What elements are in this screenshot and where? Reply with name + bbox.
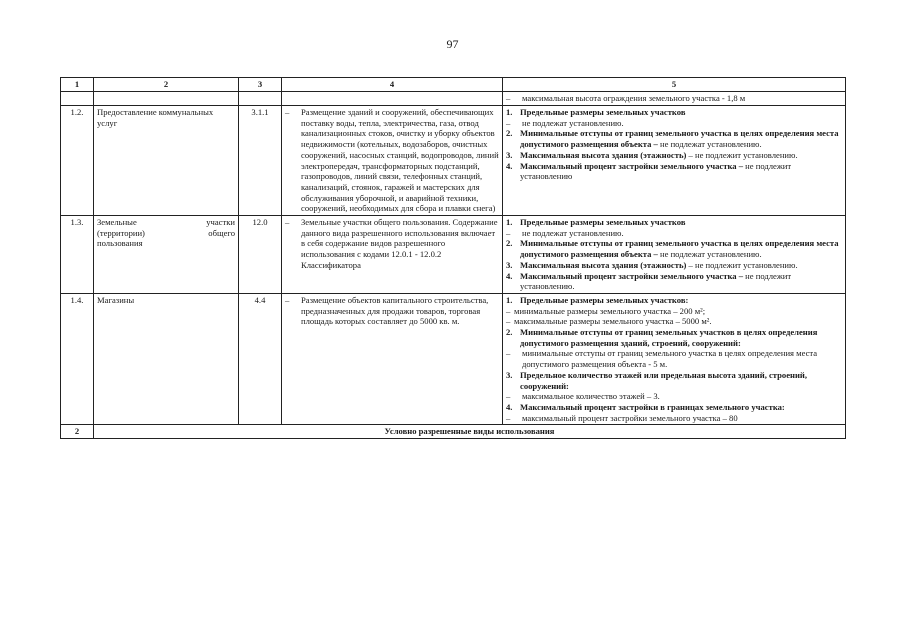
dash-line: – максимальное количество этажей – 3. [506, 391, 842, 402]
table-row [61, 106, 846, 216]
table-row [61, 293, 846, 424]
dash: – [285, 294, 290, 305]
param-value: максимальное количество этажей – 3. [522, 391, 660, 402]
param-item: 1. Предельные размеры земельных участков [506, 217, 842, 228]
param-item: 2. Минимальные отступы от границ земельного участка в целях определения места допустимого размещения объекта – не подлежат установлению. [506, 238, 839, 260]
land-use-table [60, 77, 846, 439]
row-number: 1.2. [61, 106, 94, 216]
use-type-name: Магазины [94, 293, 239, 424]
param-item: 1. Предельные размеры земельных участков [506, 107, 842, 118]
param-item: 3. Максимальная высота здания (этажность) – не подлежит установлению. [506, 259, 798, 270]
section-row [61, 425, 846, 439]
classifier-code: 12.0 [239, 216, 282, 294]
param-title: Минимальные отступы от границ земельного участка в целях определения места допустимого размещения объекта – [520, 238, 839, 260]
dash: – [506, 93, 511, 103]
param-item: 3. Предельное количество этажей или предельная высота зданий, строений, сооружений: [506, 370, 842, 391]
dash-line: – не подлежат установлению. [506, 228, 842, 239]
param-item: 1. Предельные размеры земельных участков: [506, 295, 842, 306]
row-number: 1.4. [61, 293, 94, 424]
section-title: Условно разрешенные виды использования [94, 425, 846, 439]
dash-line: – максимальный процент застройки земельного участка – 80 [506, 413, 842, 424]
parameters-cell [503, 106, 846, 216]
dash-line: – минимальные отступы от границ земельного участка в целях определения места допустимого размещения объекта - 5 м. [506, 348, 842, 369]
dash-line [506, 93, 842, 104]
param-item: 4. Максимальный процент застройки земельного участка – не подлежит установлению [506, 160, 792, 182]
param-value: не подлежат установлению. [522, 227, 624, 238]
header-cell: 1 [61, 78, 94, 92]
parameters-cell [503, 216, 846, 294]
param-value: минимальные отступы от границ земельного участка в целях определения места допустимого размещения объекта - 5 м. [522, 348, 818, 370]
param-title: Минимальные отступы от границ земельного участка в целях определения места допустимого размещения объекта – [520, 128, 839, 150]
description [285, 107, 499, 214]
param-title: Максимальная высота здания (этажность) [520, 149, 687, 160]
table-row [61, 216, 846, 294]
dash-line: – максимальные размеры земельного участка – 5000 м². [506, 316, 842, 327]
header-cell: 4 [282, 78, 503, 92]
classifier-code: 3.1.1 [239, 106, 282, 216]
param-item: 3. Максимальная высота здания (этажность) – не подлежит установлению. [506, 149, 798, 160]
param-item: 4. Максимальный процент застройки в границах земельного участка: [506, 402, 842, 413]
continuation-text: максимальная высота ограждения земельного участка - 1,8 м [522, 93, 746, 103]
param-value: максимальные размеры земельного участка – 5000 м². [514, 316, 712, 327]
param-value: не подлежат установлению. [657, 139, 762, 150]
description-text: Земельные участки общего пользования. Содержание данного вида разрешенного использования включает в себя содержание видов разрешенного использования с кодами 12.0.1 - 12.0.2 Классификатора [301, 217, 498, 270]
parameters-cell [503, 293, 846, 424]
description-text: Размещение зданий и сооружений, обеспечивающих поставку воды, тепла, электричества, газа, отвод канализационных стоков, очистку и уборку объектов недвижимости (котельных, водозаборов, очистных сооружений, насосных станций, водопроводов, линий электропередач, трансформаторных подстанций, газопроводов, линий связи, телефонных станций, канализаций, стоянок, гаражей и мастерских для обслуживания уборочной, и аварийной техники, сооружений, необходимых для сбора и плавки снега) [301, 107, 499, 214]
param-title: Максимальный процент застройки в границах земельного участка: [520, 401, 785, 412]
dash: – [285, 107, 290, 117]
header-cell: 5 [503, 78, 846, 92]
param-value: – не подлежит установлению. [686, 259, 798, 270]
param-title: Максимальный процент застройки земельного участка – [520, 160, 744, 171]
page-number: 97 [446, 37, 459, 51]
classifier-code: 4.4 [239, 293, 282, 424]
param-title: Максимальная высота здания (этажность) [520, 259, 687, 270]
param-title: Максимальный процент застройки земельного участка – [520, 270, 744, 281]
param-item: 4. Максимальный процент застройки земельного участка – не подлежит установлению. [506, 270, 792, 292]
row-number: 1.3. [61, 216, 94, 294]
param-value: максимальный процент застройки земельного участка – 80 [522, 412, 738, 423]
param-title: Минимальные отступы от границ земельных участков в целях определения допустимого размещения зданий, строений, сооружений: [520, 327, 818, 348]
param-title: Предельные размеры земельных участков: [520, 294, 689, 305]
param-value: минимальные размеры земельного участка – 200 м²; [514, 305, 706, 316]
param-value: не подлежат установлению. [522, 117, 624, 128]
param-title: Предельные размеры земельных участков [520, 107, 686, 117]
param-value: не подлежат установлению. [657, 249, 762, 260]
param-item: 2. Минимальные отступы от границ земельного участка в целях определения места допустимого размещения объекта – не подлежат установлению. [506, 128, 839, 150]
header-cell: 2 [94, 78, 239, 92]
use-type-name: Предоставление коммунальных услуг [94, 106, 239, 216]
param-title: Предельные размеры земельных участков [520, 217, 686, 228]
description [285, 295, 499, 327]
section-number: 2 [61, 425, 94, 439]
param-value: – не подлежит установлению. [686, 149, 798, 160]
param-value: не подлежит установлению. [520, 270, 792, 292]
description-text: Размещение объектов капитального строительства, предназначенных для продажи товаров, торговая площадь которых составляет до 5000 кв. м. [301, 294, 489, 327]
description [285, 217, 499, 271]
param-value: не подлежит установлению [520, 160, 792, 182]
header-cell: 3 [239, 78, 282, 92]
dash: – [285, 217, 290, 228]
use-type-name: Земельные участки (территории) общего пользования [94, 216, 239, 294]
param-title: Предельное количество этажей или предельная высота зданий, строений, сооружений: [520, 369, 808, 391]
dash-line: – не подлежат установлению. [506, 118, 842, 129]
dash-line: – минимальные размеры земельного участка – 200 м²; [506, 306, 842, 317]
param-item: 2. Минимальные отступы от границ земельных участков в целях определения допустимого размещения зданий, строений, сооружений: [506, 327, 842, 348]
header-row [61, 78, 846, 92]
continuation-row [61, 92, 846, 106]
